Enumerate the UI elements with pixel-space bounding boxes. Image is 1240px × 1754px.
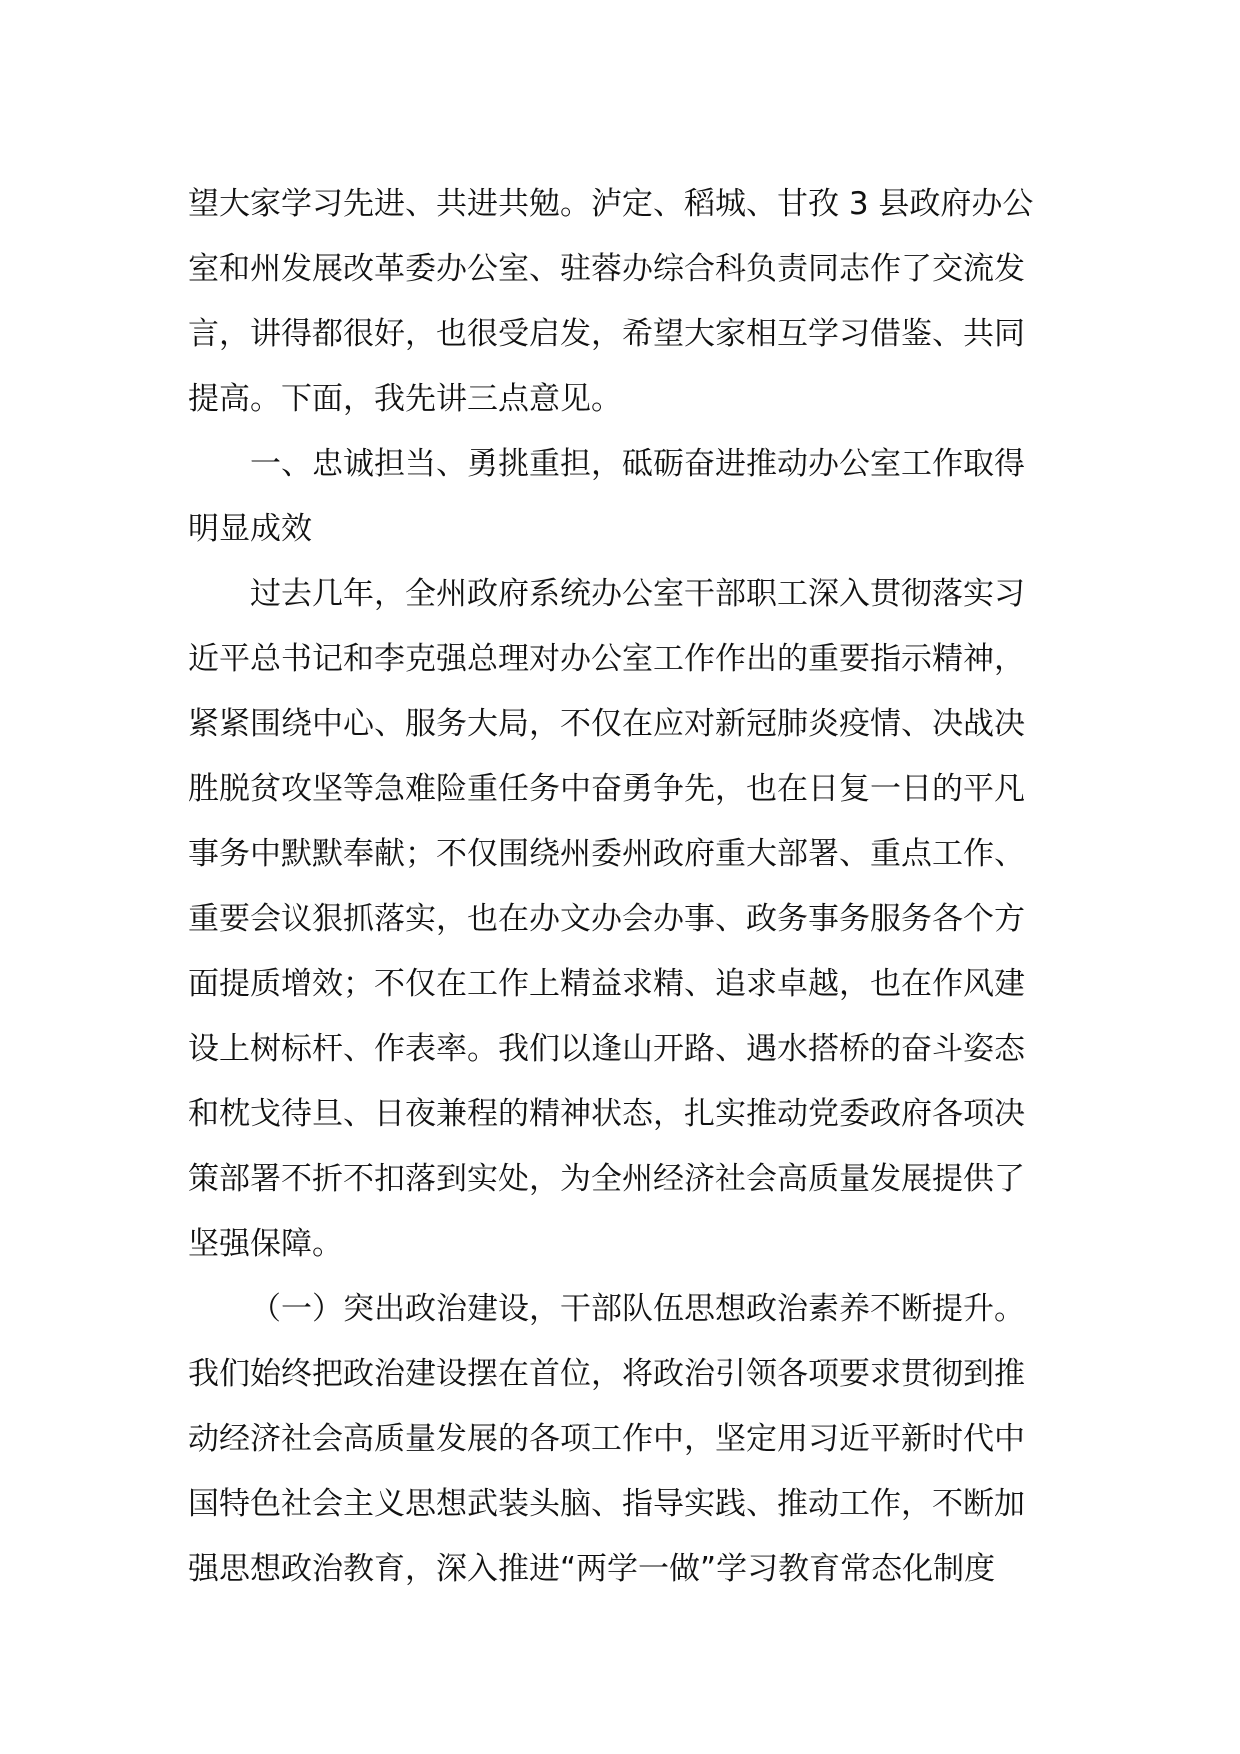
- text-line: 面提质增效；不仅在工作上精益求精、追求卓越，也在作风建: [188, 966, 1025, 1002]
- text-line: 提高。下面，我先讲三点意见。: [188, 381, 622, 417]
- paragraph-opening-continuation: [188, 172, 1060, 432]
- text-line: 言，讲得都很好，也很受启发，希望大家相互学习借鉴、共同: [188, 316, 1025, 352]
- text-line: 紧紧围绕中心、服务大局，不仅在应对新冠肺炎疫情、决战决: [188, 706, 1025, 742]
- text-line: 动经济社会高质量发展的各项工作中，坚定用习近平新时代中: [188, 1421, 1025, 1457]
- text-line: 重要会议狠抓落实，也在办文办会办事、政务事务服务各个方: [188, 901, 1025, 937]
- section-heading-one: [188, 432, 1060, 562]
- paragraph-achievements: [188, 562, 1060, 1277]
- text-line: 我们始终把政治建设摆在首位，将政治引领各项要求贯彻到推: [188, 1356, 1025, 1392]
- document-page: [188, 172, 1060, 1602]
- text-line: 事务中默默奉献；不仅围绕州委州政府重大部署、重点工作、: [188, 836, 1025, 872]
- text-line: 设上树标杆、作表率。我们以逢山开路、遇水搭桥的奋斗姿态: [188, 1031, 1025, 1067]
- text-line: 过去几年，全州政府系统办公室干部职工深入贯彻落实习: [250, 576, 1025, 612]
- text-line: 室和州发展改革委办公室、驻蓉办综合科负责同志作了交流发: [188, 251, 1025, 287]
- text-line: 望大家学习先进、共进共勉。泸定、稻城、甘孜 3 县政府办公: [188, 186, 1034, 222]
- text-line: 和枕戈待旦、日夜兼程的精神状态，扎实推动党委政府各项决: [188, 1096, 1025, 1132]
- text-line: 坚强保障。: [188, 1226, 343, 1262]
- text-line: 国特色社会主义思想武装头脑、指导实践、推动工作，不断加: [188, 1486, 1025, 1522]
- text-line: 强思想政治教育，深入推进“两学一做”学习教育常态化制度: [188, 1551, 996, 1587]
- text-line: （一）突出政治建设，干部队伍思想政治素养不断提升。: [250, 1291, 1025, 1327]
- text-line: 策部署不折不扣落到实处，为全州经济社会高质量发展提供了: [188, 1161, 1025, 1197]
- heading-line: 一、忠诚担当、勇挑重担，砥砺奋进推动办公室工作取得: [250, 446, 1025, 482]
- text-line: 近平总书记和李克强总理对办公室工作作出的重要指示精神，: [188, 641, 1025, 677]
- heading-line: 明显成效: [188, 511, 312, 547]
- paragraph-political-building: [188, 1277, 1060, 1602]
- text-line: 胜脱贫攻坚等急难险重任务中奋勇争先，也在日复一日的平凡: [188, 771, 1025, 807]
